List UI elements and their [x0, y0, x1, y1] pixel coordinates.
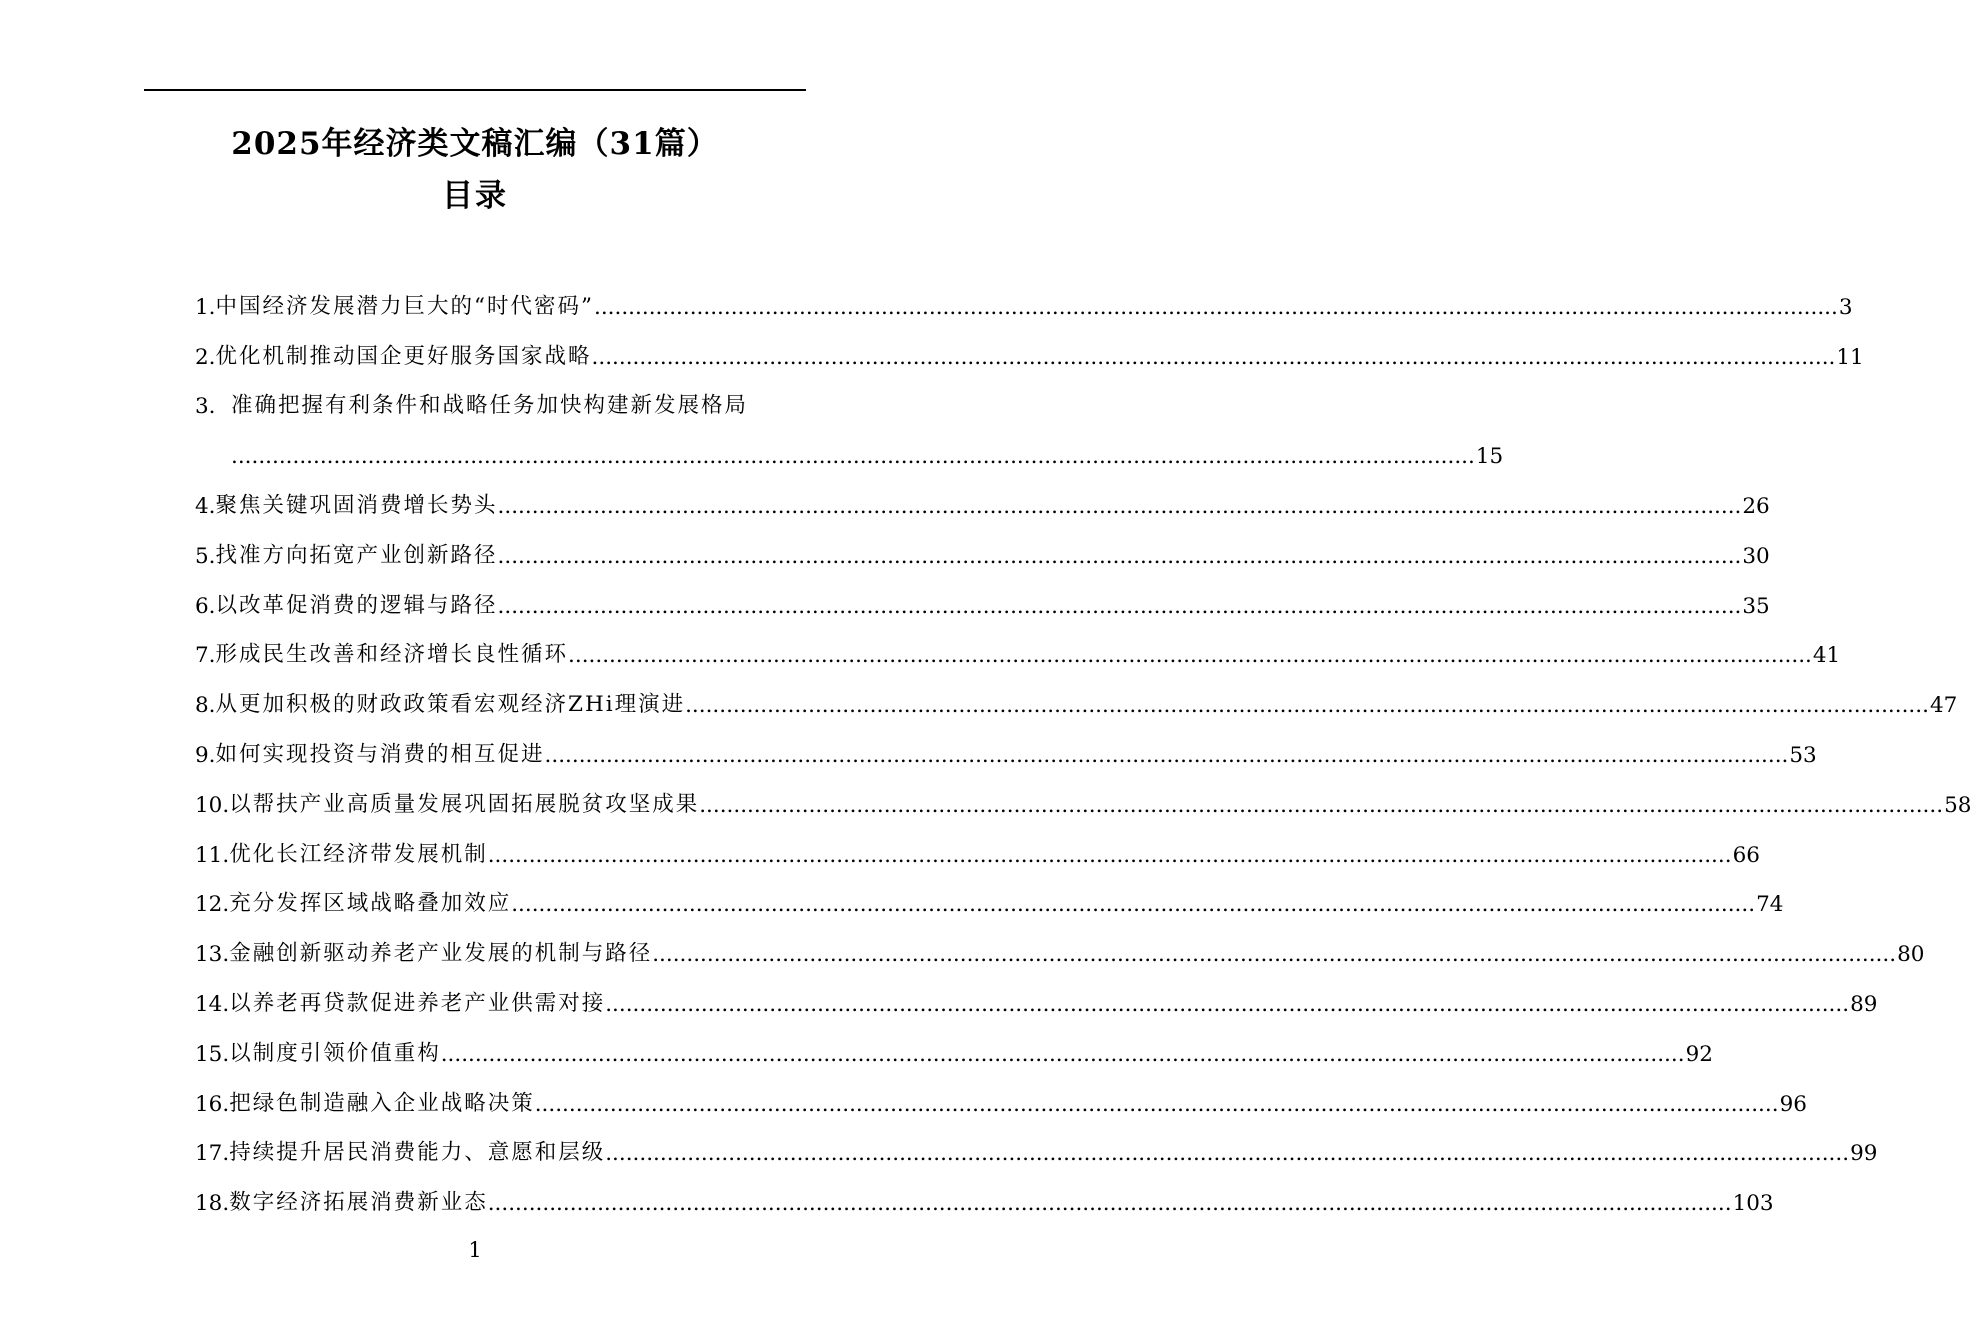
toc-entry[interactable] — [195, 270, 1853, 320]
toc-entry-number: 3. — [195, 394, 216, 420]
toc-entry-page: 103 — [1732, 1191, 1774, 1217]
toc-leader-dots — [545, 743, 1789, 768]
toc-leader-dots — [231, 444, 1475, 469]
toc-entry[interactable] — [195, 1117, 1878, 1167]
toc-entry-number: 5. — [195, 543, 216, 569]
toc-entry-title: 准确把握有利条件和战略任务加快构建新发展格局 — [231, 393, 749, 419]
toc-entry-title: 充分发挥区域战略叠加效应 — [229, 891, 512, 917]
toc-leader-dots — [535, 1092, 1779, 1117]
toc-leader-dots — [498, 544, 1742, 569]
toc-entry-title: 持续提升居民消费能力、意愿和层级 — [229, 1140, 606, 1166]
toc-entry-title: 以制度引领价值重构 — [229, 1040, 441, 1066]
toc-entry-title: 如何实现投资与消费的相互促进 — [215, 741, 545, 767]
toc-entry[interactable] — [195, 619, 1841, 669]
toc-entry-title: 以养老再贷款促进养老产业供需对接 — [229, 990, 606, 1016]
toc-entry-page: 89 — [1850, 991, 1878, 1017]
toc-entry[interactable] — [195, 519, 1770, 569]
toc-entry-number: 18. — [195, 1191, 230, 1217]
toc-entry-page: 96 — [1779, 1091, 1807, 1117]
toc-entry-page: 92 — [1685, 1041, 1713, 1067]
toc-entry-title: 以帮扶产业高质量发展巩固拓展脱贫攻坚成果 — [229, 791, 700, 817]
toc-leader-dots — [594, 295, 1838, 320]
toc-entry-number: 17. — [195, 1141, 230, 1167]
toc-entry-number: 2. — [195, 344, 216, 370]
toc-entry-number: 13. — [195, 942, 230, 968]
toc-entry-number: 12. — [195, 892, 230, 918]
toc-entry-number: 9. — [195, 742, 216, 768]
toc-entry-number: 7. — [195, 643, 216, 669]
toc-entry-page: 3 — [1838, 294, 1853, 320]
toc-entry-continuation[interactable] — [195, 419, 1504, 470]
toc-entry-title: 找准方向拓宽产业创新路径 — [215, 542, 498, 568]
toc-leader-dots — [685, 693, 1929, 718]
toc-entry-number: 11. — [195, 842, 230, 868]
toc-entry-title: 中国经济发展潜力巨大的“时代密码” — [215, 293, 595, 319]
toc-entry-page: 66 — [1732, 842, 1760, 868]
toc-entry[interactable] — [195, 370, 806, 420]
toc-entry-number: 14. — [195, 991, 230, 1017]
table-of-contents — [195, 270, 1971, 1217]
toc-entry-title: 从更加积极的财政政策看宏观经济ZHi理演进 — [215, 692, 686, 718]
toc-entry-number: 10. — [195, 792, 230, 818]
toc-leader-dots — [498, 494, 1742, 519]
toc-entry-title: 数字经济拓展消费新业态 — [229, 1190, 488, 1216]
toc-entry-title: 金融创新驱动养老产业发展的机制与路径 — [229, 941, 653, 967]
toc-entry[interactable] — [195, 917, 1925, 968]
toc-entry[interactable] — [195, 469, 1770, 519]
toc-heading: 目录 — [442, 178, 508, 214]
toc-entry-page: 30 — [1742, 543, 1770, 569]
toc-entry[interactable] — [195, 818, 1760, 868]
toc-leader-dots — [605, 1141, 1849, 1166]
toc-entry-page: 35 — [1742, 593, 1770, 619]
toc-entry-number: 8. — [195, 693, 216, 719]
toc-entry[interactable] — [195, 1067, 1807, 1117]
toc-leader-dots — [605, 992, 1849, 1017]
toc-entry-number: 15. — [195, 1041, 230, 1067]
page-number: 1 — [468, 1238, 482, 1262]
toc-entry[interactable] — [195, 1166, 1774, 1217]
toc-entry-title: 以改革促消费的逻辑与路径 — [215, 592, 498, 618]
toc-leader-dots — [488, 1191, 1732, 1216]
toc-entry-page: 47 — [1929, 693, 1958, 719]
toc-entry-title: 优化长江经济带发展机制 — [229, 841, 488, 867]
toc-entry[interactable] — [195, 668, 1958, 719]
toc-leader-dots — [441, 1042, 1685, 1067]
toc-entry-page: 26 — [1742, 493, 1770, 519]
toc-leader-dots — [568, 643, 1812, 668]
toc-entry-number: 16. — [195, 1091, 230, 1117]
toc-leader-dots — [699, 793, 1943, 818]
toc-entry-number: 6. — [195, 593, 216, 619]
toc-entry[interactable] — [195, 868, 1784, 918]
toc-leader-dots — [652, 942, 1896, 967]
toc-leader-dots — [592, 345, 1836, 370]
toc-entry-title: 聚焦关键巩固消费增长势头 — [215, 492, 498, 518]
toc-entry-title: 优化机制推动国企更好服务国家战略 — [215, 343, 592, 369]
toc-entry[interactable] — [195, 1017, 1713, 1067]
toc-leader-dots — [498, 594, 1742, 619]
toc-leader-dots — [511, 892, 1755, 917]
toc-entry-title: 把绿色制造融入企业战略决策 — [229, 1090, 535, 1116]
toc-entry[interactable] — [195, 967, 1878, 1017]
toc-entry-page: 58 — [1944, 792, 1971, 818]
toc-entry-page: 74 — [1756, 892, 1784, 918]
toc-entry[interactable] — [195, 569, 1770, 619]
toc-entry-number: 4. — [195, 493, 216, 519]
toc-leader-dots — [488, 843, 1732, 868]
toc-entry-title: 形成民生改善和经济增长良性循环 — [215, 642, 569, 668]
toc-entry[interactable] — [195, 768, 1971, 818]
toc-entry-number: 1. — [195, 294, 216, 320]
toc-entry-page: 53 — [1789, 742, 1817, 768]
header-rule — [144, 89, 806, 91]
toc-entry-page: 99 — [1850, 1141, 1878, 1167]
toc-entry-page: 15 — [1475, 444, 1504, 470]
toc-entry[interactable] — [195, 320, 1864, 370]
document-title: 2025年经济类文稿汇编（31篇） — [231, 126, 719, 162]
toc-entry[interactable] — [195, 718, 1817, 768]
toc-entry-page: 11 — [1836, 344, 1864, 370]
toc-entry-page: 80 — [1897, 942, 1925, 968]
toc-entry-page: 41 — [1812, 643, 1841, 669]
